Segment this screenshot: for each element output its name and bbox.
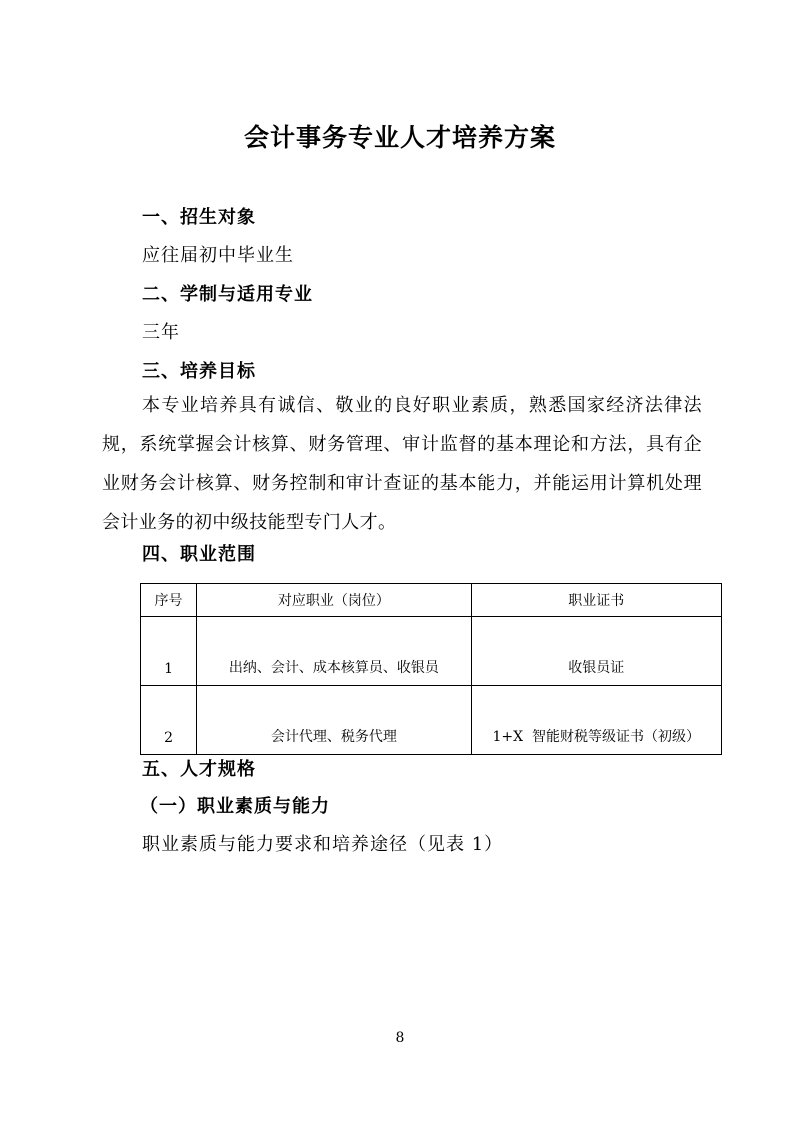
section-heading-talent-spec: 五、人才规格: [142, 759, 256, 780]
table-cell: 会计代理、税务代理: [197, 686, 471, 755]
table-row: [141, 617, 722, 686]
table-header-cell: 对应职业（岗位）: [197, 584, 471, 617]
subsection-content-quality-ability: 职业素质与能力要求和培养途径（见表 1）: [142, 834, 504, 855]
table-cell: 2: [141, 686, 197, 755]
table-cell: 收银员证: [471, 617, 721, 686]
page-title: 会计事务专业人才培养方案: [243, 123, 556, 152]
section-heading-career-scope: 四、职业范围: [142, 544, 256, 565]
table-header-cell: 职业证书: [471, 584, 721, 617]
section-heading-enrollment: 一、招生对象: [142, 207, 256, 228]
table-cell: 1: [141, 617, 197, 686]
section-heading-duration: 二、学制与适用专业: [142, 284, 313, 305]
subsection-heading-quality-ability: （一）职业素质与能力: [140, 796, 330, 817]
table-header-cell: 序号: [141, 584, 197, 617]
career-scope-table: [140, 583, 722, 755]
section-content-enrollment: 应往届初中毕业生: [142, 245, 294, 266]
section-content-duration: 三年: [142, 322, 180, 343]
table-cell: 1+X 智能财税等级证书（初级）: [471, 686, 721, 755]
page-number: 8: [395, 1030, 405, 1046]
section-heading-objective: 三、培养目标: [142, 361, 256, 382]
section-content-objective: 本专业培养具有诚信、敬业的良好职业素质，熟悉国家经济法律法规，系统掌握会计核算、财务管理、审计监督的基本理论和方法，具有企业财务会计核算、财务控制和审计查证的基本能力，并能运用计算机处理会计业务的初中级技能型专门人才。: [102, 395, 702, 533]
table-row: [141, 686, 722, 755]
table-header-row: [141, 584, 722, 617]
table-cell: 出纳、会计、成本核算员、收银员: [197, 617, 471, 686]
